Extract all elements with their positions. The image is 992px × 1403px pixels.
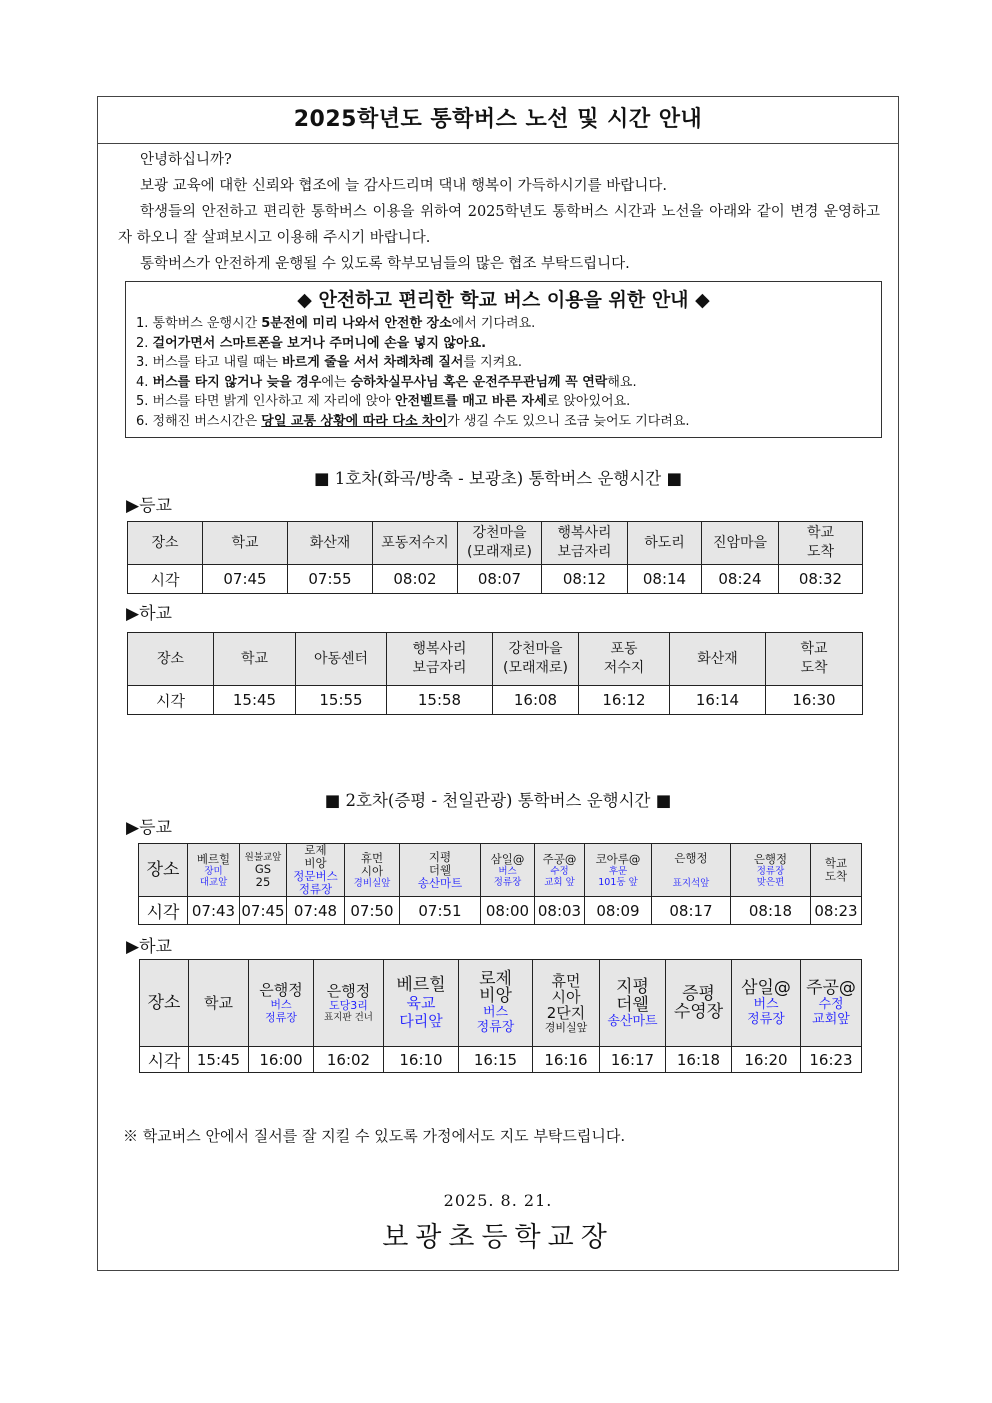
time-cell: 08:18 xyxy=(731,897,811,925)
time-cell: 08:14 xyxy=(628,565,702,594)
table-row xyxy=(128,686,863,715)
time-header: 시각 xyxy=(128,565,203,594)
guide-item: 4. 버스를 타지 않거나 늦을 경우에는 승하차실무사님 혹은 운전주무관님께 꼭 연락해요. xyxy=(136,374,637,390)
time-cell: 08:07 xyxy=(458,565,542,594)
stop-cell: 하도리 xyxy=(628,522,702,565)
table-row xyxy=(139,844,862,897)
stop-cell: 원불교앞 GS 25 xyxy=(240,844,287,897)
stop-cell: 은행정 표지석앞 xyxy=(652,844,731,897)
time-cell: 16:16 xyxy=(533,1047,600,1073)
time-cell: 08:32 xyxy=(779,565,863,594)
time-cell: 08:02 xyxy=(373,565,458,594)
stop-cell: 증평 수영장 xyxy=(666,960,732,1047)
time-cell: 16:17 xyxy=(600,1047,666,1073)
time-cell: 08:24 xyxy=(702,565,779,594)
page-title: 2025학년도 통학버스 노선 및 시간 안내 xyxy=(98,97,898,144)
stop-cell: 휴먼 시아 경비실앞 xyxy=(345,844,400,897)
stop-cell: 학교 도착 xyxy=(766,633,863,686)
guide-item: 3. 버스를 타고 내릴 때는 바르게 줄을 서서 차례차례 질서를 지켜요. xyxy=(136,355,522,370)
table-row xyxy=(128,565,863,594)
bus1-morning-table xyxy=(127,521,863,594)
time-cell: 08:12 xyxy=(542,565,628,594)
time-cell: 07:50 xyxy=(345,897,400,925)
bus2-afternoon-label: ▶하교 xyxy=(126,937,172,957)
stop-cell: 진암마을 xyxy=(702,522,779,565)
time-cell: 16:02 xyxy=(314,1047,384,1073)
time-cell: 08:23 xyxy=(811,897,862,925)
bus2-title: ■ 2호차(증평 - 천일관광) 통학버스 운행시간 ■ xyxy=(324,791,672,810)
time-cell: 08:03 xyxy=(535,897,585,925)
stop-cell: 강천마을 (모래재로) xyxy=(493,633,579,686)
footer-note: ※ 학교버스 안에서 질서를 잘 지킬 수 있도록 가정에서도 지도 부탁드립니다. xyxy=(123,1127,626,1145)
time-cell: 16:00 xyxy=(249,1047,314,1073)
time-cell: 16:15 xyxy=(459,1047,533,1073)
time-cell: 16:14 xyxy=(670,686,766,715)
time-cell: 08:09 xyxy=(585,897,652,925)
time-cell: 07:45 xyxy=(203,565,288,594)
issue-date: 2025. 8. 21. xyxy=(443,1191,553,1210)
notice-frame xyxy=(97,96,899,1271)
intro-line-3: 통학버스가 안전하게 운행될 수 있도록 학부모님들의 많은 협조 부탁드립니다. xyxy=(140,256,630,272)
stop-cell: 학교 xyxy=(214,633,296,686)
stop-cell: 지평 더웰 송산마트 xyxy=(400,844,481,897)
table-row xyxy=(140,1047,862,1073)
bus2-morning-table xyxy=(138,843,862,925)
stop-cell: 화산재 xyxy=(670,633,766,686)
guide-item: 1. 통학버스 운행시간 5분전에 미리 나와서 안전한 장소에서 기다려요. xyxy=(136,316,536,331)
stop-cell: 아동센터 xyxy=(296,633,387,686)
stop-cell: 베르힐 육교 다리앞 xyxy=(384,960,459,1047)
bus1-afternoon-label: ▶하교 xyxy=(126,604,172,624)
guide-list xyxy=(126,314,881,431)
time-cell: 07:48 xyxy=(287,897,345,925)
stop-cell: 은행정 정류장 맞은편 xyxy=(731,844,811,897)
time-cell: 16:12 xyxy=(579,686,670,715)
guide-item: 6. 정해진 버스시간은 당일 교통 상황에 따라 다소 차이가 생길 수도 있으니 조금 늦어도 기다려요. xyxy=(136,413,690,429)
intro-text xyxy=(118,147,880,277)
table-row xyxy=(128,522,863,565)
time-cell: 16:18 xyxy=(666,1047,732,1073)
stop-cell: 화산재 xyxy=(288,522,373,565)
stop-cell: 휴먼 시아 2단지 경비실앞 xyxy=(533,960,600,1047)
stop-cell: 삼일@ 버스 정류장 xyxy=(481,844,535,897)
time-cell: 07:45 xyxy=(240,897,287,925)
bus2-morning-label: ▶등교 xyxy=(126,818,172,838)
table-row xyxy=(140,960,862,1047)
table-row xyxy=(139,897,862,925)
time-cell: 07:43 xyxy=(188,897,240,925)
intro-line-2: 학생들의 안전하고 편리한 통학버스 이용을 위하여 2025학년도 통학버스 시간과 노선을 아래와 같이 변경 운영하고자 하오니 잘 살펴보시고 이용해 주시기 바랍니다. xyxy=(118,204,880,246)
guide-title: ◆ 안전하고 편리한 학교 버스 이용을 위한 안내 ◆ xyxy=(297,289,710,311)
stop-cell: 코아루@ 후문 101동 앞 xyxy=(585,844,652,897)
stop-cell: 지평 더웰 송산마트 xyxy=(600,960,666,1047)
stop-cell: 강천마을 (모래재로) xyxy=(458,522,542,565)
time-header: 시각 xyxy=(128,686,214,715)
guide-item: 5. 버스를 타면 밝게 인사하고 제 자리에 앉아 안전벨트를 매고 바른 자세로 앉아있어요. xyxy=(136,394,631,409)
place-header: 장소 xyxy=(128,633,214,686)
stop-cell: 로제 비앙 정문버스 정류장 xyxy=(287,844,345,897)
intro-greeting: 안녕하십니까? xyxy=(140,152,232,168)
place-header: 장소 xyxy=(140,960,189,1047)
time-cell: 15:55 xyxy=(296,686,387,715)
stop-cell: 학교 xyxy=(189,960,249,1047)
stop-cell: 학교 도착 xyxy=(811,844,862,897)
time-cell: 08:00 xyxy=(481,897,535,925)
time-header: 시각 xyxy=(140,1047,189,1073)
bus1-title: ■ 1호차(화곡/방축 - 보광초) 통학버스 운행시간 ■ xyxy=(313,469,683,488)
place-header: 장소 xyxy=(128,522,203,565)
time-cell: 16:20 xyxy=(732,1047,801,1073)
stop-cell: 행복사리 보금자리 xyxy=(387,633,493,686)
table-row xyxy=(128,633,863,686)
time-cell: 16:23 xyxy=(801,1047,862,1073)
stop-cell: 학교 도착 xyxy=(779,522,863,565)
signature: 보광초등학교장 xyxy=(382,1222,614,1253)
stop-cell: 은행정 도당3리 표지판 건너 xyxy=(314,960,384,1047)
bus1-morning-label: ▶등교 xyxy=(126,496,172,516)
stop-cell: 은행정 버스 정류장 xyxy=(249,960,314,1047)
place-header: 장소 xyxy=(139,844,188,897)
time-cell: 16:08 xyxy=(493,686,579,715)
stop-cell: 주공@ 수정 교회앞 xyxy=(801,960,862,1047)
stop-cell: 로제 비앙 버스 정류장 xyxy=(459,960,533,1047)
stop-cell: 베르힐 장미 대교앞 xyxy=(188,844,240,897)
stop-cell: 주공@ 수정 교회 앞 xyxy=(535,844,585,897)
stop-cell: 포동 저수지 xyxy=(579,633,670,686)
time-cell: 15:45 xyxy=(214,686,296,715)
time-cell: 07:51 xyxy=(400,897,481,925)
safety-guide-box xyxy=(125,281,882,438)
bus1-afternoon-table xyxy=(127,632,863,715)
stop-cell: 행복사리 보금자리 xyxy=(542,522,628,565)
time-cell: 07:55 xyxy=(288,565,373,594)
time-header: 시각 xyxy=(139,897,188,925)
stop-cell: 학교 xyxy=(203,522,288,565)
stop-cell: 삼일@ 버스 정류장 xyxy=(732,960,801,1047)
time-cell: 15:45 xyxy=(189,1047,249,1073)
time-cell: 15:58 xyxy=(387,686,493,715)
time-cell: 16:10 xyxy=(384,1047,459,1073)
guide-item: 2. 걸어가면서 스마트폰을 보거나 주머니에 손을 넣지 않아요. xyxy=(136,335,487,351)
stop-cell: 포동저수지 xyxy=(373,522,458,565)
time-cell: 16:30 xyxy=(766,686,863,715)
bus2-afternoon-table xyxy=(139,959,862,1073)
intro-line-1: 보광 교육에 대한 신뢰와 협조에 늘 감사드리며 댁내 행복이 가득하시기를 바랍니다. xyxy=(140,178,667,194)
time-cell: 08:17 xyxy=(652,897,731,925)
